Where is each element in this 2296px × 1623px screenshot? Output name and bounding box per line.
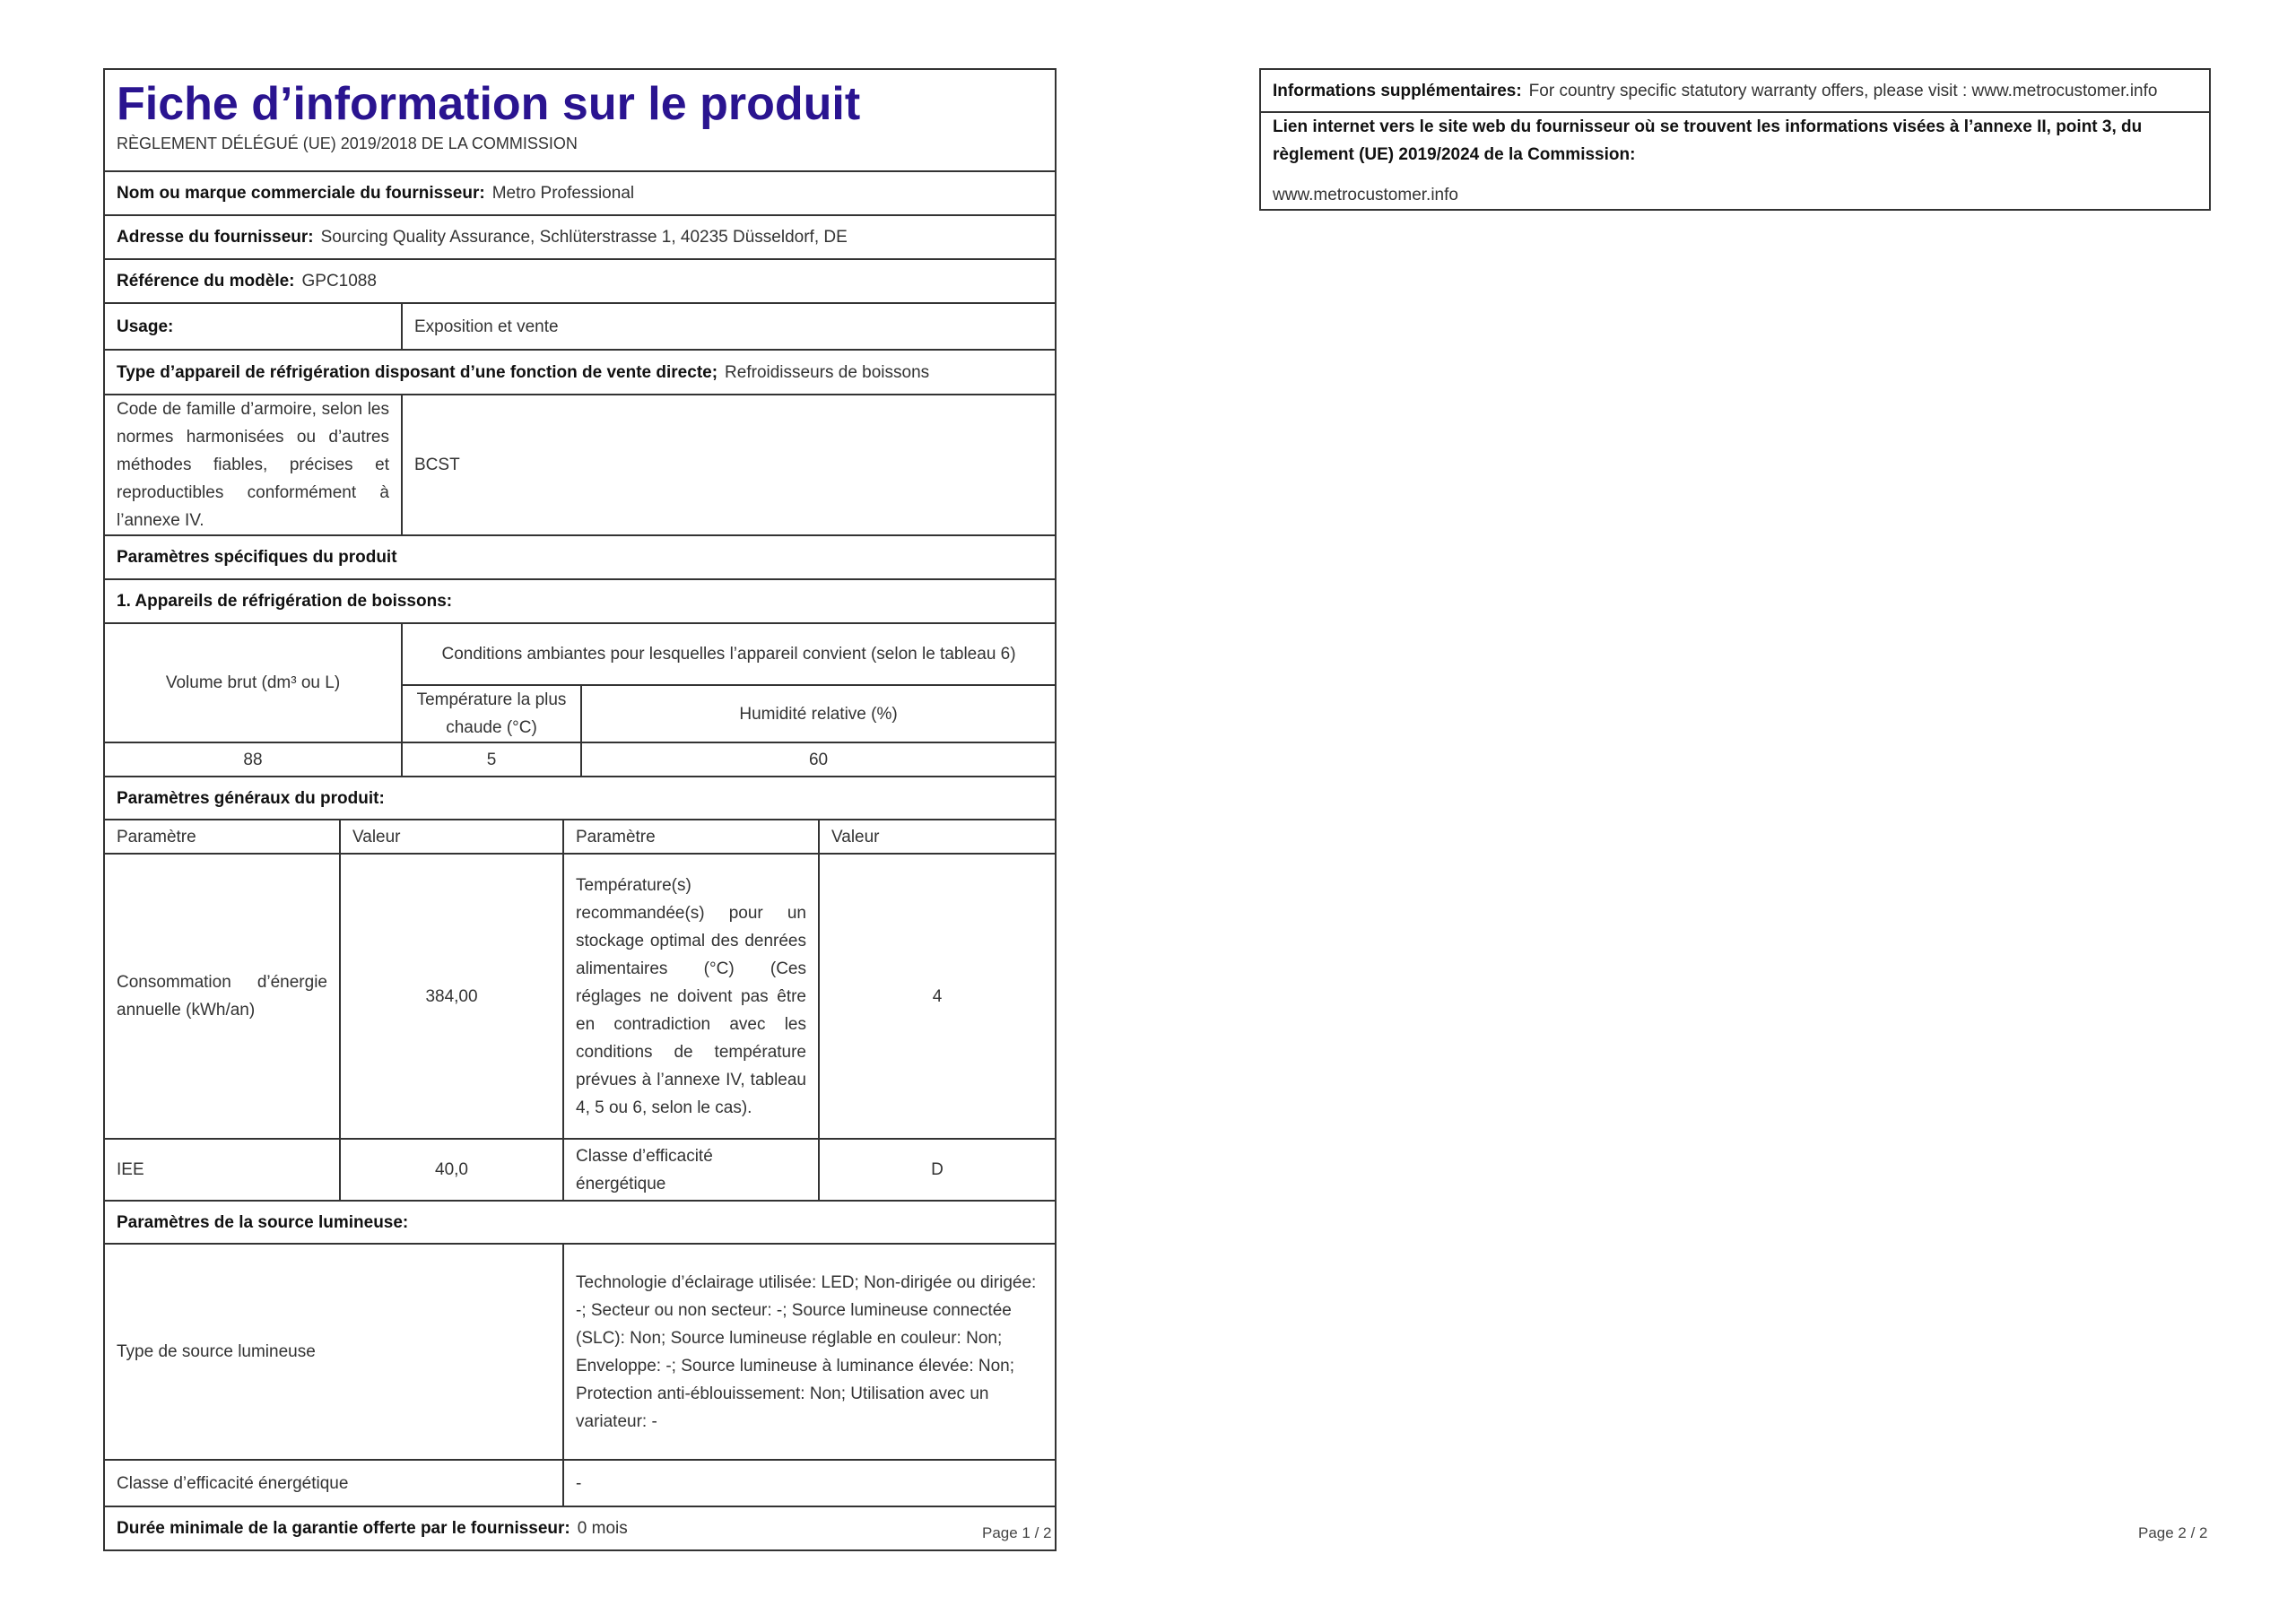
col-header-param-2: Paramètre (563, 820, 819, 854)
family-code-label: Code de famille d’armoire, selon les normes harmonisées ou d’autres méthodes fiables, précises et reproductibles conformément à l’annexe IV. (104, 395, 402, 535)
warranty-value: 0 mois (577, 1519, 628, 1538)
supplier-link-value: www.metrocustomer.info (1273, 186, 1458, 204)
header-cell (104, 69, 1056, 171)
appliance-type-value: Refroidisseurs de boissons (725, 362, 930, 382)
efficiency-class-label: Classe d’efficacité énergétique (563, 1139, 819, 1201)
gross-volume-label: Volume brut (dm³ ou L) (104, 623, 402, 742)
light-class-value: - (563, 1460, 1056, 1506)
light-type-label: Type de source lumineuse (104, 1244, 563, 1460)
warranty-row (104, 1506, 1056, 1550)
page-2 (1259, 68, 2211, 211)
supplier-address-row (104, 215, 1056, 259)
warranty-label: Durée minimale de la garantie offerte par le fournisseur: (117, 1519, 570, 1538)
light-type-value: Technologie d’éclairage utilisée: LED; Non-dirigée ou dirigée: -; Secteur ou non secteur: -; Source lumineuse connectée (SLC): Non; Source lumineuse réglable en couleur: Non; Enveloppe: -; Source lumineuse à luminance élevée: Non; Protection anti-éblouissement: Non; Utilisation avec un variateur: - (563, 1244, 1056, 1460)
supplier-link-label: Lien internet vers le site web du fournisseur où se trouvent les informations visées à l’annexe II, point 3, du règlement (UE) 2019/2024 de la Commission: (1273, 117, 2143, 164)
extra-info-row (1260, 69, 2210, 112)
additional-info-table (1259, 68, 2211, 211)
usage-value: Exposition et vente (402, 303, 1056, 350)
model-ref-row (104, 259, 1056, 303)
light-class-label: Classe d’efficacité énergétique (104, 1460, 563, 1506)
supplier-name-label: Nom ou marque commerciale du fournisseur: (117, 184, 485, 203)
recommended-temp-label: Température(s) recommandée(s) pour un stockage optimal des denrées alimentaires (°C) (Ces réglages ne doivent pas être en contradiction avec les conditions de température prévues à l’annexe IV, tableau 4, 5 ou 6, selon le cas). (563, 854, 819, 1139)
general-params-heading: Paramètres généraux du produit: (104, 777, 1056, 820)
extra-info-label: Informations supplémentaires: (1273, 81, 1522, 100)
supplier-link-cell (1260, 112, 2210, 210)
humidity-label: Humidité relative (%) (581, 685, 1056, 742)
col-header-value-2: Valeur (819, 820, 1056, 854)
supplier-address-value: Sourcing Quality Assurance, Schlüterstrasse 1, 40235 Düsseldorf, DE (320, 228, 848, 247)
gross-volume-value: 88 (104, 742, 402, 777)
eei-value: 40,0 (340, 1139, 563, 1201)
supplier-name-row (104, 171, 1056, 215)
hottest-temp-value: 5 (402, 742, 581, 777)
efficiency-class-value: D (819, 1139, 1056, 1201)
regulation-subtitle: RÈGLEMENT DÉLÉGUÉ (UE) 2019/2018 DE LA COMMISSION (117, 135, 578, 152)
humidity-value: 60 (581, 742, 1056, 777)
light-params-heading: Paramètres de la source lumineuse: (104, 1201, 1056, 1244)
eei-label: IEE (104, 1139, 340, 1201)
appliance-type-row (104, 350, 1056, 395)
usage-label: Usage: (104, 303, 402, 350)
model-ref-value: GPC1088 (301, 272, 377, 291)
extra-info-value: For country specific statutory warranty offers, please visit : www.metrocustomer.info (1528, 81, 2158, 100)
product-info-table (103, 68, 1057, 1551)
supplier-address-label: Adresse du fournisseur: (117, 228, 314, 247)
page-1 (103, 68, 1055, 1551)
col-header-param-1: Paramètre (104, 820, 340, 854)
col-header-value-1: Valeur (340, 820, 563, 854)
appliance-type-label: Type d’appareil de réfrigération disposant d’une fonction de vente directe; (117, 362, 718, 382)
recommended-temp-value: 4 (819, 854, 1056, 1139)
page-number-2: Page 2 / 2 (2138, 1524, 2208, 1541)
family-code-value: BCST (402, 395, 1056, 535)
model-ref-label: Référence du modèle: (117, 272, 295, 291)
page-title: Fiche d’information sur le produit (117, 78, 861, 130)
beverage-section-heading: 1. Appareils de réfrigération de boissons: (104, 579, 1056, 623)
energy-consumption-label: Consommation d’énergie annuelle (kWh/an) (104, 854, 340, 1139)
page-number-1: Page 1 / 2 (982, 1524, 1052, 1541)
specific-params-heading: Paramètres spécifiques du produit (104, 535, 1056, 579)
supplier-name-value: Metro Professional (491, 184, 635, 203)
energy-consumption-value: 384,00 (340, 854, 563, 1139)
hottest-temp-label: Température la plus chaude (°C) (402, 685, 581, 742)
ambient-conditions-label: Conditions ambiantes pour lesquelles l’appareil convient (selon le tableau 6) (402, 623, 1056, 685)
